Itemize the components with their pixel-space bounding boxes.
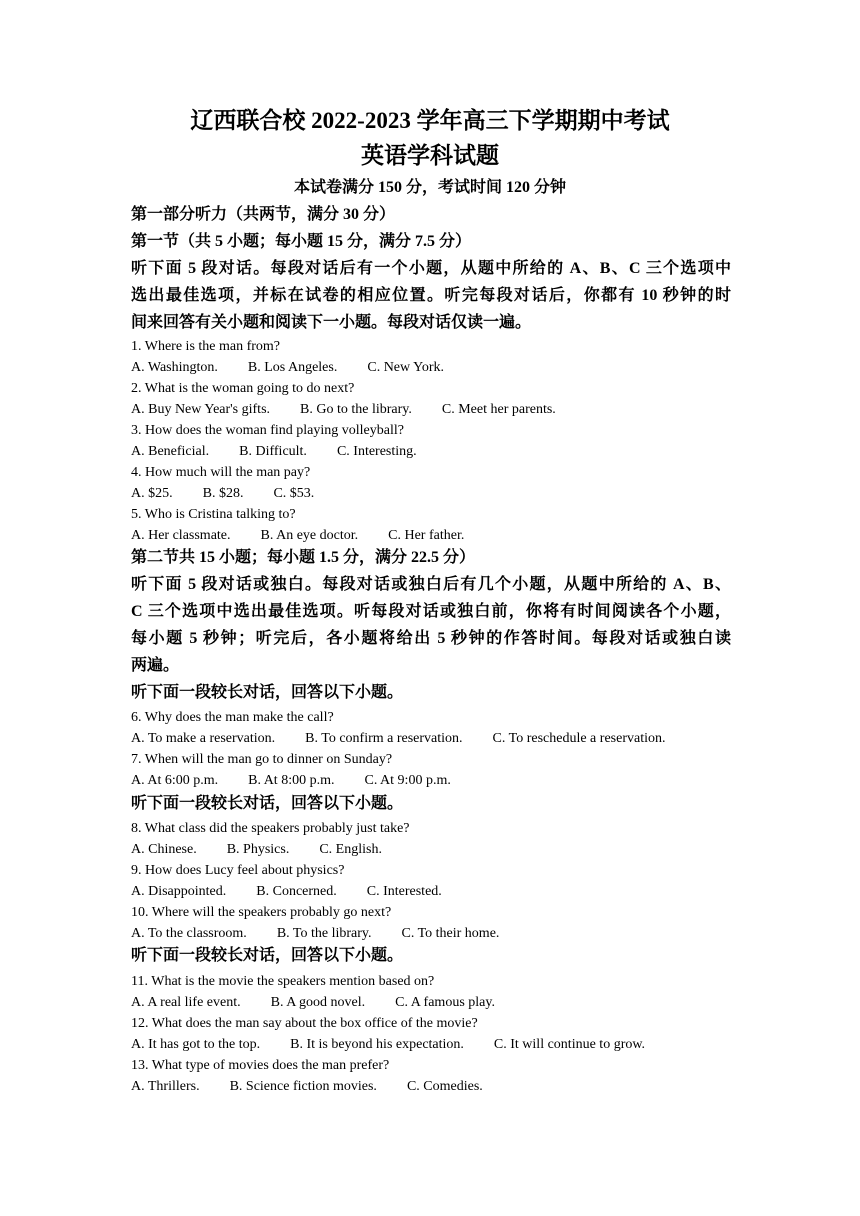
question-options <box>131 730 695 748</box>
option-b: B. Los Angeles. <box>247 360 338 375</box>
question-options <box>131 359 474 377</box>
question-options <box>131 841 412 859</box>
option-a: A. Washington. <box>131 360 218 375</box>
exam-subtitle: 英语学科试题 <box>361 143 499 168</box>
question-options <box>131 527 494 545</box>
option-c: C. Interesting. <box>336 444 417 459</box>
exam-title: 辽西联合校 2022-2023 学年高三下学期期中考试 <box>190 108 670 133</box>
question-options <box>131 443 447 461</box>
option-c: C. A famous play. <box>395 995 495 1010</box>
section2-instruction: 听下面 5 段对话或独白。每段对话或独白后有几个小题，从题中所给的 A、B、 <box>131 576 731 593</box>
option-c: C. Comedies. <box>406 1079 483 1094</box>
option-c: C. Interested. <box>366 884 442 899</box>
question-text: 11. What is the movie the speakers mention based on? <box>131 974 435 989</box>
section1-instruction: 选出最佳选项，并标在试卷的相应位置。听完每段对话后，你都有 10 秒钟的时 <box>131 287 731 304</box>
option-b: B. It is beyond his expectation. <box>290 1037 464 1052</box>
option-a: A. To the classroom. <box>131 926 247 941</box>
option-a: A. Chinese. <box>131 842 197 857</box>
question-options <box>131 925 529 943</box>
question-text: 3. How does the woman find playing volleyball? <box>131 423 404 438</box>
question-text: 5. Who is Cristina talking to? <box>131 507 296 522</box>
question-options <box>131 1036 675 1054</box>
section2-heading: 第二节共 15 小题；每小题 1.5 分，满分 22.5 分） <box>131 549 476 566</box>
question-options <box>131 485 344 503</box>
question-options <box>131 772 481 790</box>
group-prompt: 听下面一段较长对话，回答以下小题。 <box>131 684 404 701</box>
option-b: B. Concerned. <box>256 884 337 899</box>
option-b: B. A good novel. <box>270 995 366 1010</box>
option-a: A. Thrillers. <box>131 1079 200 1094</box>
option-a: A. Beneficial. <box>131 444 210 459</box>
question-text: 13. What type of movies does the man prefer? <box>131 1058 390 1073</box>
section2-instruction: 两遍。 <box>131 657 180 674</box>
option-b: B. Science fiction movies. <box>229 1079 377 1094</box>
option-b: B. To the library. <box>276 926 372 941</box>
section1-instruction: 听下面 5 段对话。每段对话后有一个小题，从题中所给的 A、B、C 三个选项中 <box>131 260 731 277</box>
option-c: C. Her father. <box>388 528 465 543</box>
question-text: 10. Where will the speakers probably go next? <box>131 905 392 920</box>
option-b: B. An eye doctor. <box>260 528 359 543</box>
option-c: C. English. <box>319 842 382 857</box>
option-c: C. New York. <box>367 360 444 375</box>
option-c: C. To their home. <box>401 926 500 941</box>
option-b: B. Go to the library. <box>300 402 412 417</box>
question-options <box>131 883 472 901</box>
option-a: A. It has got to the top. <box>131 1037 261 1052</box>
question-options <box>131 401 586 419</box>
option-b: B. At 8:00 p.m. <box>248 773 335 788</box>
option-c: C. It will continue to grow. <box>493 1037 646 1052</box>
question-text: 8. What class did the speakers probably just take? <box>131 821 410 836</box>
question-text: 12. What does the man say about the box office of the movie? <box>131 1016 478 1031</box>
question-text: 7. When will the man go to dinner on Sunday? <box>131 752 393 767</box>
option-c: C. To reschedule a reservation. <box>492 731 666 746</box>
group-prompt: 听下面一段较长对话，回答以下小题。 <box>131 795 404 812</box>
option-b: B. To confirm a reservation. <box>305 731 463 746</box>
question-text: 4. How much will the man pay? <box>131 465 311 480</box>
option-b: B. $28. <box>202 486 244 501</box>
option-c: C. Meet her parents. <box>441 402 556 417</box>
section1-instruction: 间来回答有关小题和阅读下一小题。每段对话仅读一遍。 <box>131 314 532 331</box>
option-b: B. Physics. <box>226 842 290 857</box>
option-a: A. $25. <box>131 486 173 501</box>
option-a: A. At 6:00 p.m. <box>131 773 219 788</box>
section2-instruction: 每小题 5 秒钟；听完后，各小题将给出 5 秒钟的作答时间。每段对话或独白读 <box>131 630 731 647</box>
option-a: A. Her classmate. <box>131 528 231 543</box>
exam-note: 本试卷满分 150 分，考试时间 120 分钟 <box>293 179 566 196</box>
question-options <box>131 1078 513 1096</box>
question-text: 9. How does Lucy feel about physics? <box>131 863 345 878</box>
option-c: C. At 9:00 p.m. <box>364 773 451 788</box>
question-text: 2. What is the woman going to do next? <box>131 381 355 396</box>
option-c: C. $53. <box>273 486 315 501</box>
option-b: B. Difficult. <box>239 444 307 459</box>
option-a: A. To make a reservation. <box>131 731 276 746</box>
option-a: A. Disappointed. <box>131 884 227 899</box>
option-a: A. A real life event. <box>131 995 241 1010</box>
option-a: A. Buy New Year's gifts. <box>131 402 271 417</box>
question-options <box>131 994 525 1012</box>
group-prompt: 听下面一段较长对话，回答以下小题。 <box>131 947 404 964</box>
section2-instruction: C 三个选项中选出最佳选项。听每段对话或独白前，你将有时间阅读各个小题， <box>131 603 731 620</box>
question-text: 6. Why does the man make the call? <box>131 710 334 725</box>
part1-heading: 第一部分听力（共两节，满分 30 分） <box>131 206 396 223</box>
question-text: 1. Where is the man from? <box>131 339 281 354</box>
section1-heading: 第一节（共 5 小题；每小题 15 分，满分 7.5 分） <box>131 233 472 250</box>
